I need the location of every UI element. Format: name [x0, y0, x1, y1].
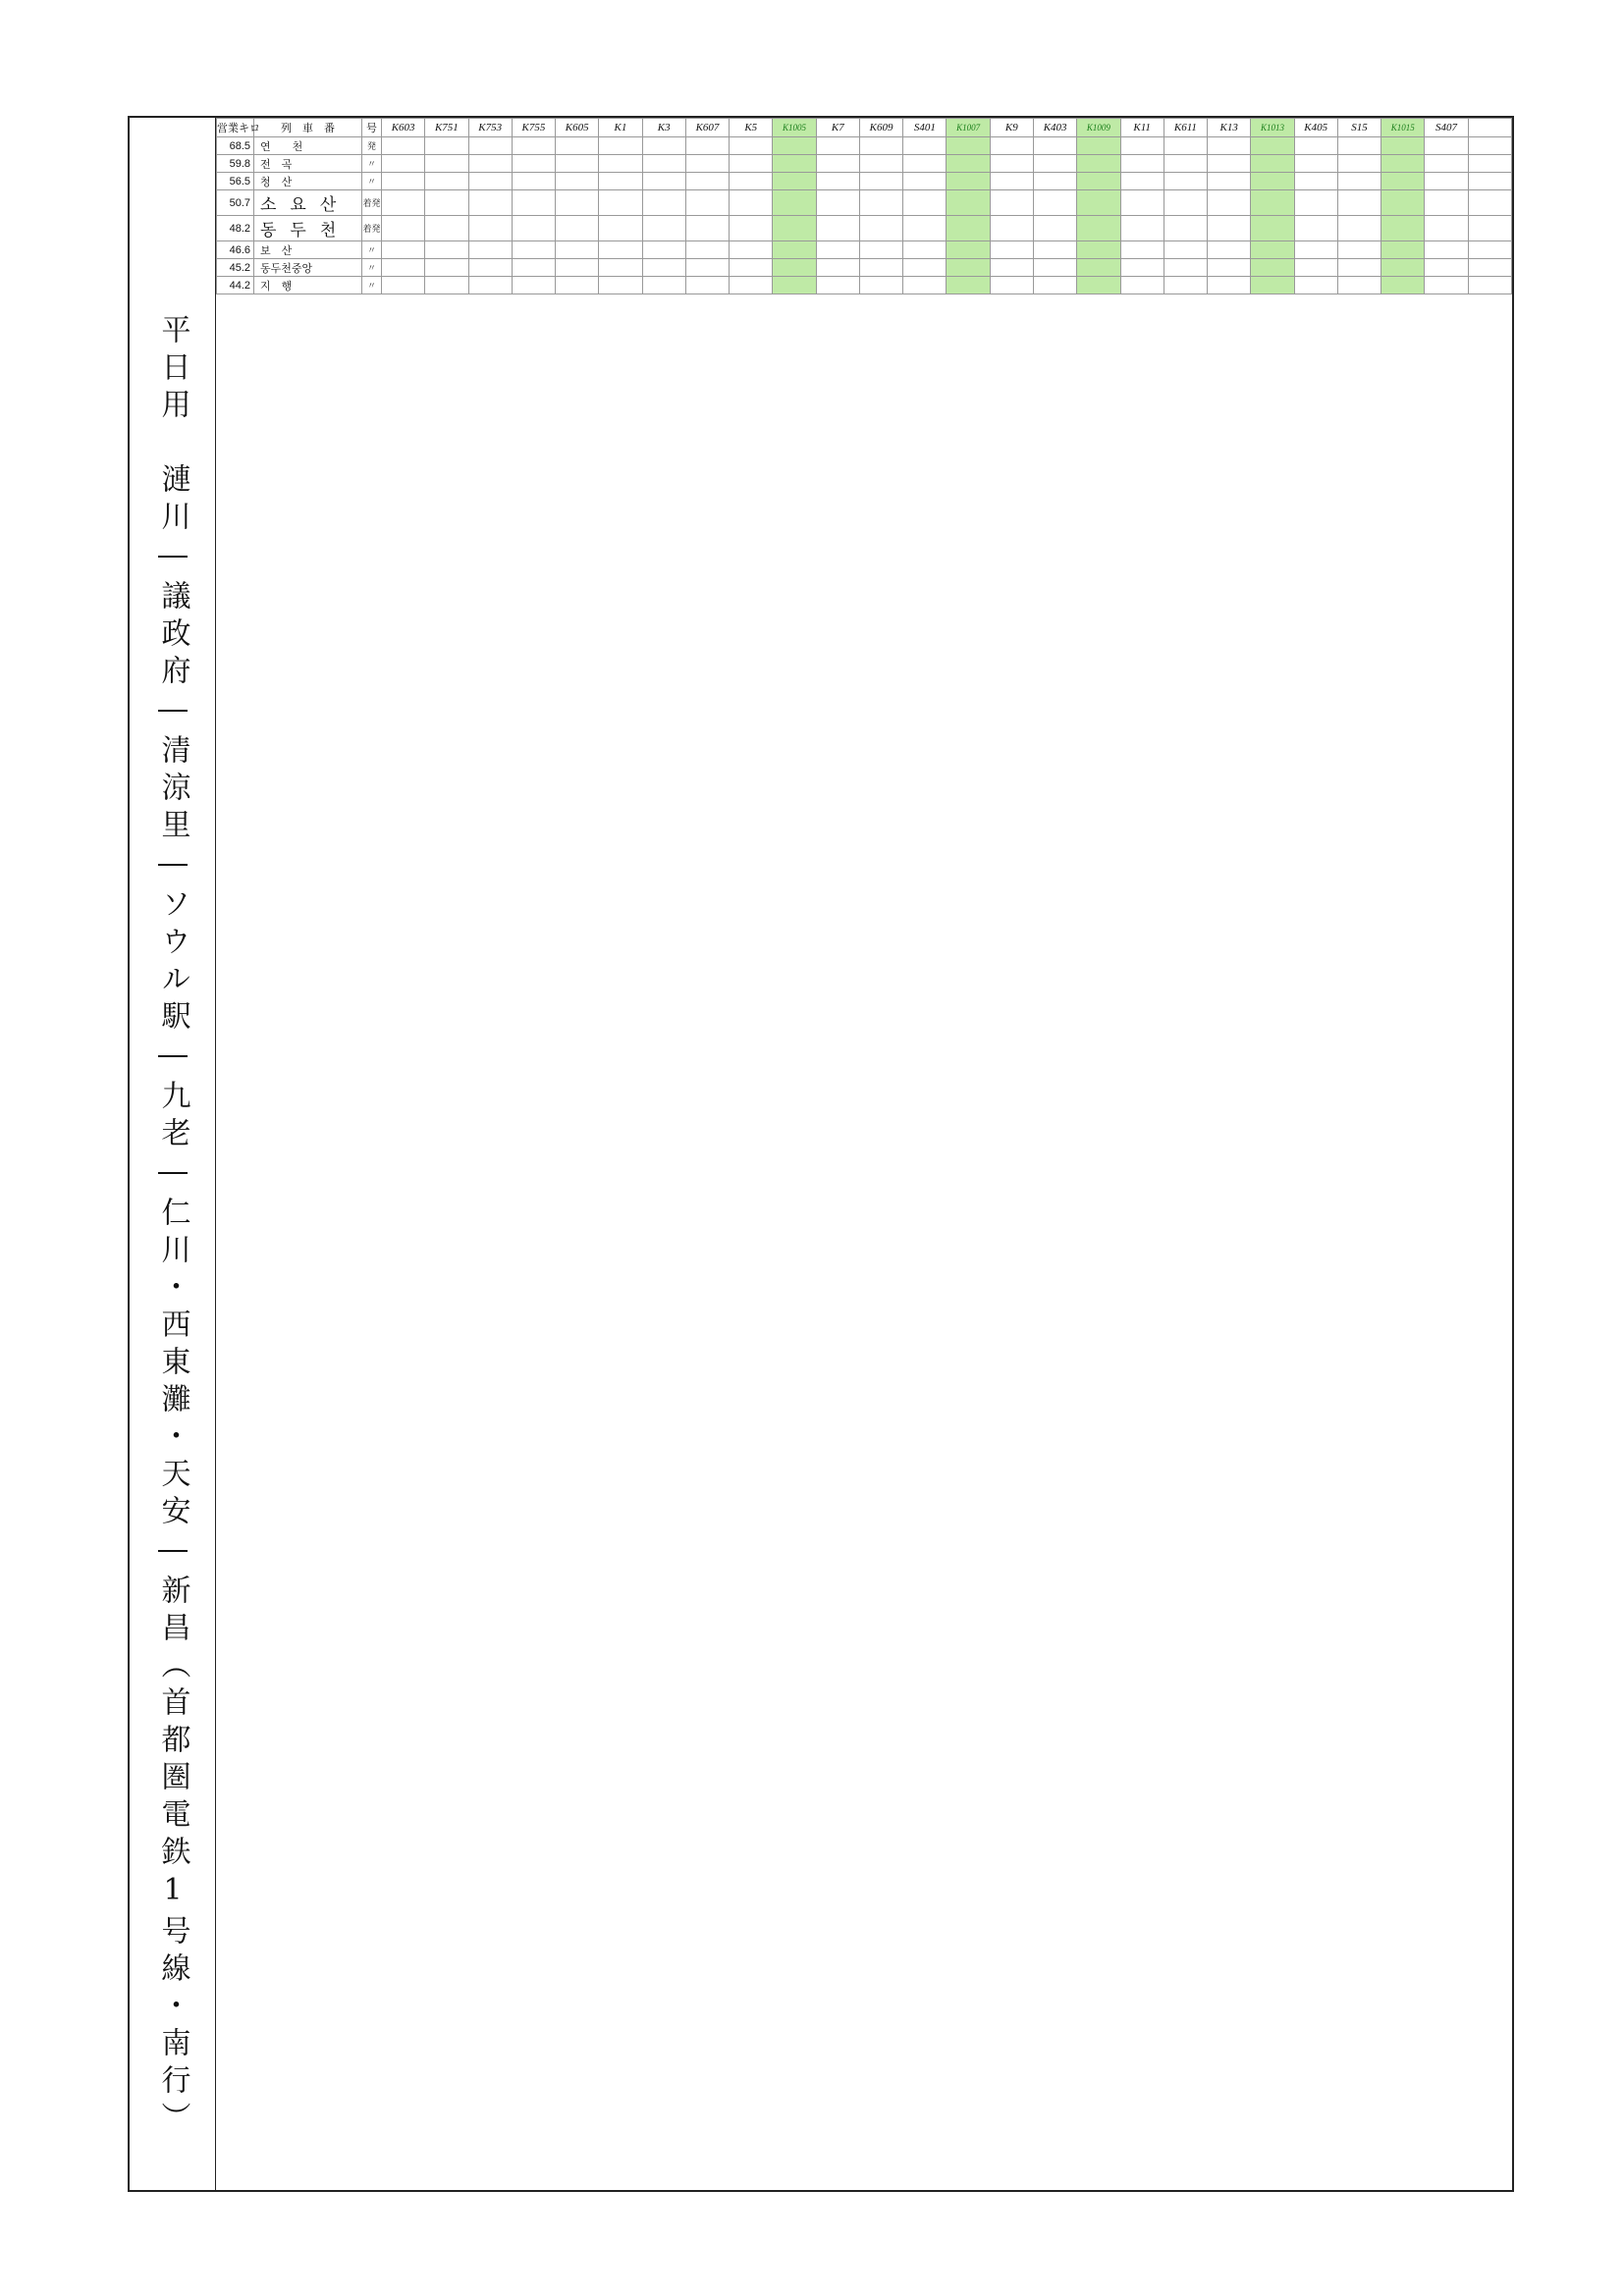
time-cell — [816, 241, 859, 259]
time-cell — [1294, 137, 1337, 155]
time-cell — [1251, 155, 1294, 173]
time-cell — [1337, 155, 1380, 173]
time-cell — [512, 216, 555, 241]
time-cell — [685, 277, 729, 294]
time-cell — [1294, 190, 1337, 216]
time-cell — [773, 173, 816, 190]
side-title-text: 平日用 漣川―議政府―清涼里―ソウル駅―九老―仁川・西東灘・天安―新昌（首都圏電鉄1号線・南行） — [155, 314, 190, 2139]
arrive-depart-mark: 着発 — [362, 190, 382, 216]
timetable-body — [217, 137, 1512, 294]
time-cell — [1164, 155, 1207, 173]
time-cell — [1077, 173, 1120, 190]
time-cell — [990, 173, 1033, 190]
time-cell — [685, 173, 729, 190]
time-cell — [685, 190, 729, 216]
time-cell — [903, 155, 947, 173]
time-cell — [1251, 241, 1294, 259]
time-cell — [1208, 241, 1251, 259]
time-cell — [468, 155, 512, 173]
train-number-header: K1007 — [947, 119, 990, 137]
time-cell — [1425, 241, 1468, 259]
time-cell — [642, 137, 685, 155]
time-cell — [990, 277, 1033, 294]
time-cell — [730, 241, 773, 259]
time-cell — [1381, 190, 1425, 216]
time-cell — [1077, 216, 1120, 241]
time-cell — [1120, 216, 1164, 241]
number-label: 番 — [324, 123, 335, 134]
time-cell — [642, 241, 685, 259]
time-cell — [990, 155, 1033, 173]
time-cell — [1425, 216, 1468, 241]
time-cell — [773, 137, 816, 155]
time-cell — [1337, 190, 1380, 216]
time-cell — [382, 277, 425, 294]
time-cell — [1251, 190, 1294, 216]
time-cell — [468, 277, 512, 294]
time-cell — [512, 277, 555, 294]
time-cell — [556, 259, 599, 277]
time-cell — [642, 155, 685, 173]
time-cell — [1033, 259, 1076, 277]
time-cell — [468, 259, 512, 277]
time-cell — [556, 155, 599, 173]
time-cell — [1208, 259, 1251, 277]
distance-km: 68.5 — [217, 137, 254, 155]
station-name: 동두천 — [254, 216, 362, 241]
time-cell — [425, 259, 468, 277]
time-cell — [773, 259, 816, 277]
time-cell — [556, 173, 599, 190]
time-cell — [1120, 277, 1164, 294]
time-cell — [1381, 173, 1425, 190]
time-cell — [730, 173, 773, 190]
time-cell — [599, 137, 642, 155]
arrive-depart-mark: 〃 — [362, 155, 382, 173]
train-number-header: K755 — [512, 119, 555, 137]
time-cell — [1381, 277, 1425, 294]
station-row — [217, 277, 1512, 294]
time-cell — [730, 190, 773, 216]
time-cell — [382, 241, 425, 259]
time-cell — [425, 173, 468, 190]
time-cell — [1468, 190, 1511, 216]
time-cell — [1120, 241, 1164, 259]
train-number-header: K405 — [1294, 119, 1337, 137]
station-header — [254, 119, 362, 137]
time-cell — [947, 277, 990, 294]
time-cell — [599, 173, 642, 190]
time-cell — [382, 259, 425, 277]
time-cell — [1294, 216, 1337, 241]
time-cell — [1033, 241, 1076, 259]
train-number-header: K753 — [468, 119, 512, 137]
time-cell — [773, 216, 816, 241]
time-cell — [903, 277, 947, 294]
time-cell — [859, 259, 902, 277]
time-cell — [468, 137, 512, 155]
train-number-header: K5 — [730, 119, 773, 137]
time-cell — [1294, 155, 1337, 173]
time-cell — [990, 190, 1033, 216]
train-number-header: K1015 — [1381, 119, 1425, 137]
time-cell — [1381, 259, 1425, 277]
time-cell — [1033, 277, 1076, 294]
time-cell — [1425, 259, 1468, 277]
time-cell — [1208, 155, 1251, 173]
distance-km: 45.2 — [217, 259, 254, 277]
time-cell — [1164, 190, 1207, 216]
time-cell — [642, 173, 685, 190]
time-cell — [1251, 137, 1294, 155]
train-number-header: K13 — [1208, 119, 1251, 137]
time-cell — [773, 241, 816, 259]
station-row — [217, 137, 1512, 155]
time-cell — [1208, 190, 1251, 216]
time-cell — [816, 216, 859, 241]
time-cell — [599, 190, 642, 216]
time-cell — [685, 137, 729, 155]
time-cell — [1208, 277, 1251, 294]
time-cell — [903, 216, 947, 241]
time-cell — [1425, 190, 1468, 216]
time-cell — [1208, 216, 1251, 241]
time-cell — [685, 241, 729, 259]
km-header: 営業キロ — [217, 119, 254, 137]
time-cell — [816, 190, 859, 216]
time-cell — [947, 155, 990, 173]
time-cell — [1208, 173, 1251, 190]
time-cell — [382, 190, 425, 216]
timetable-frame — [128, 116, 1514, 2192]
time-cell — [1381, 216, 1425, 241]
station-row — [217, 173, 1512, 190]
distance-km: 44.2 — [217, 277, 254, 294]
arrive-depart-mark: 〃 — [362, 241, 382, 259]
time-cell — [903, 137, 947, 155]
distance-km: 56.5 — [217, 173, 254, 190]
time-cell — [1468, 173, 1511, 190]
station-name: 연 천 — [254, 137, 362, 155]
time-cell — [1381, 241, 1425, 259]
time-cell — [773, 277, 816, 294]
train-number-header: K603 — [382, 119, 425, 137]
arrive-depart-mark: 〃 — [362, 259, 382, 277]
time-cell — [642, 259, 685, 277]
time-cell — [382, 173, 425, 190]
time-cell — [1033, 216, 1076, 241]
time-cell — [556, 190, 599, 216]
time-cell — [556, 241, 599, 259]
time-cell — [1468, 277, 1511, 294]
time-cell — [990, 259, 1033, 277]
time-cell — [512, 173, 555, 190]
time-cell — [425, 190, 468, 216]
time-cell — [382, 155, 425, 173]
time-cell — [685, 259, 729, 277]
time-cell — [556, 277, 599, 294]
time-cell — [773, 190, 816, 216]
time-cell — [1251, 216, 1294, 241]
time-cell — [1033, 173, 1076, 190]
time-cell — [1251, 259, 1294, 277]
time-cell — [947, 173, 990, 190]
time-cell — [599, 259, 642, 277]
time-cell — [947, 241, 990, 259]
station-row — [217, 190, 1512, 216]
timetable-wrapper — [216, 118, 1512, 294]
train-number-header: K7 — [816, 119, 859, 137]
distance-km: 46.6 — [217, 241, 254, 259]
distance-km: 59.8 — [217, 155, 254, 173]
train-number-header: K1009 — [1077, 119, 1120, 137]
train-number-header: K751 — [425, 119, 468, 137]
go-header: 号 — [362, 119, 382, 137]
time-cell — [859, 173, 902, 190]
time-cell — [425, 155, 468, 173]
time-cell — [1164, 277, 1207, 294]
time-cell — [859, 137, 902, 155]
time-cell — [642, 216, 685, 241]
time-cell — [816, 259, 859, 277]
time-cell — [1337, 137, 1380, 155]
time-cell — [1077, 277, 1120, 294]
time-cell — [1120, 259, 1164, 277]
arrive-depart-mark: 着発 — [362, 216, 382, 241]
time-cell — [1294, 259, 1337, 277]
time-cell — [859, 216, 902, 241]
arrive-depart-mark: 〃 — [362, 173, 382, 190]
time-cell — [425, 241, 468, 259]
time-cell — [1468, 259, 1511, 277]
time-cell — [1033, 155, 1076, 173]
time-cell — [1337, 241, 1380, 259]
train-number-header: K9 — [990, 119, 1033, 137]
time-cell — [947, 216, 990, 241]
station-name: 지 행 — [254, 277, 362, 294]
station-name: 동두천중앙 — [254, 259, 362, 277]
time-cell — [1294, 277, 1337, 294]
time-cell — [1381, 137, 1425, 155]
time-cell — [1425, 173, 1468, 190]
time-cell — [859, 241, 902, 259]
train-number-header: K3 — [642, 119, 685, 137]
time-cell — [599, 216, 642, 241]
time-cell — [816, 137, 859, 155]
time-cell — [816, 173, 859, 190]
time-cell — [1120, 190, 1164, 216]
time-cell — [1337, 216, 1380, 241]
time-cell — [425, 277, 468, 294]
station-name: 소요산 — [254, 190, 362, 216]
time-cell — [599, 155, 642, 173]
time-cell — [903, 259, 947, 277]
time-cell — [599, 241, 642, 259]
time-cell — [859, 155, 902, 173]
train-number-header: K607 — [685, 119, 729, 137]
station-name: 청 산 — [254, 173, 362, 190]
header-row — [217, 119, 1512, 137]
time-cell — [1077, 190, 1120, 216]
time-cell — [1077, 259, 1120, 277]
time-cell — [730, 137, 773, 155]
time-cell — [947, 190, 990, 216]
time-cell — [685, 155, 729, 173]
time-cell — [947, 259, 990, 277]
time-cell — [1208, 137, 1251, 155]
time-cell — [512, 155, 555, 173]
time-cell — [1164, 216, 1207, 241]
distance-km: 48.2 — [217, 216, 254, 241]
time-cell — [1164, 259, 1207, 277]
station-row — [217, 259, 1512, 277]
side-title — [130, 118, 216, 2190]
time-cell — [1164, 137, 1207, 155]
train-label: 車 — [302, 123, 313, 134]
arrive-depart-mark: 〃 — [362, 277, 382, 294]
train-number-header: S407 — [1425, 119, 1468, 137]
time-cell — [947, 137, 990, 155]
time-cell — [1468, 241, 1511, 259]
train-number-header: K609 — [859, 119, 902, 137]
time-cell — [1294, 241, 1337, 259]
row-label: 列 — [281, 123, 292, 134]
time-cell — [990, 216, 1033, 241]
time-cell — [1033, 190, 1076, 216]
train-number-header: K1013 — [1251, 119, 1294, 137]
station-row — [217, 155, 1512, 173]
train-number-header — [1468, 119, 1511, 137]
time-cell — [730, 259, 773, 277]
time-cell — [730, 155, 773, 173]
time-cell — [903, 173, 947, 190]
time-cell — [1337, 259, 1380, 277]
time-cell — [1337, 173, 1380, 190]
time-cell — [1077, 155, 1120, 173]
time-cell — [1033, 137, 1076, 155]
time-cell — [556, 216, 599, 241]
station-name: 보 산 — [254, 241, 362, 259]
time-cell — [903, 190, 947, 216]
time-cell — [1120, 155, 1164, 173]
time-cell — [859, 277, 902, 294]
time-cell — [816, 155, 859, 173]
time-cell — [990, 137, 1033, 155]
distance-km: 50.7 — [217, 190, 254, 216]
time-cell — [1120, 137, 1164, 155]
time-cell — [730, 277, 773, 294]
time-cell — [512, 259, 555, 277]
time-cell — [556, 137, 599, 155]
time-cell — [685, 216, 729, 241]
time-cell — [512, 241, 555, 259]
time-cell — [903, 241, 947, 259]
time-cell — [1468, 216, 1511, 241]
station-row — [217, 241, 1512, 259]
time-cell — [642, 190, 685, 216]
time-cell — [859, 190, 902, 216]
train-number-header: K611 — [1164, 119, 1207, 137]
time-cell — [382, 216, 425, 241]
time-cell — [599, 277, 642, 294]
time-cell — [1468, 155, 1511, 173]
time-cell — [1251, 173, 1294, 190]
train-number-header: K605 — [556, 119, 599, 137]
timetable — [216, 118, 1512, 294]
time-cell — [1425, 155, 1468, 173]
station-row — [217, 216, 1512, 241]
time-cell — [1294, 173, 1337, 190]
time-cell — [382, 137, 425, 155]
time-cell — [730, 216, 773, 241]
time-cell — [468, 241, 512, 259]
time-cell — [1381, 155, 1425, 173]
time-cell — [1468, 137, 1511, 155]
train-number-header: K1 — [599, 119, 642, 137]
time-cell — [1425, 277, 1468, 294]
time-cell — [1251, 277, 1294, 294]
station-name: 전 곡 — [254, 155, 362, 173]
time-cell — [425, 216, 468, 241]
time-cell — [1164, 173, 1207, 190]
time-cell — [425, 137, 468, 155]
time-cell — [816, 277, 859, 294]
time-cell — [990, 241, 1033, 259]
train-number-header: S401 — [903, 119, 947, 137]
time-cell — [468, 216, 512, 241]
time-cell — [468, 173, 512, 190]
time-cell — [1337, 277, 1380, 294]
time-cell — [1077, 137, 1120, 155]
arrive-depart-mark: 発 — [362, 137, 382, 155]
train-number-header: K403 — [1033, 119, 1076, 137]
time-cell — [1425, 137, 1468, 155]
train-number-header: K1005 — [773, 119, 816, 137]
train-number-header: K11 — [1120, 119, 1164, 137]
time-cell — [512, 137, 555, 155]
time-cell — [468, 190, 512, 216]
time-cell — [1120, 173, 1164, 190]
time-cell — [1164, 241, 1207, 259]
time-cell — [773, 155, 816, 173]
train-number-header: S15 — [1337, 119, 1380, 137]
time-cell — [1077, 241, 1120, 259]
time-cell — [642, 277, 685, 294]
time-cell — [512, 190, 555, 216]
